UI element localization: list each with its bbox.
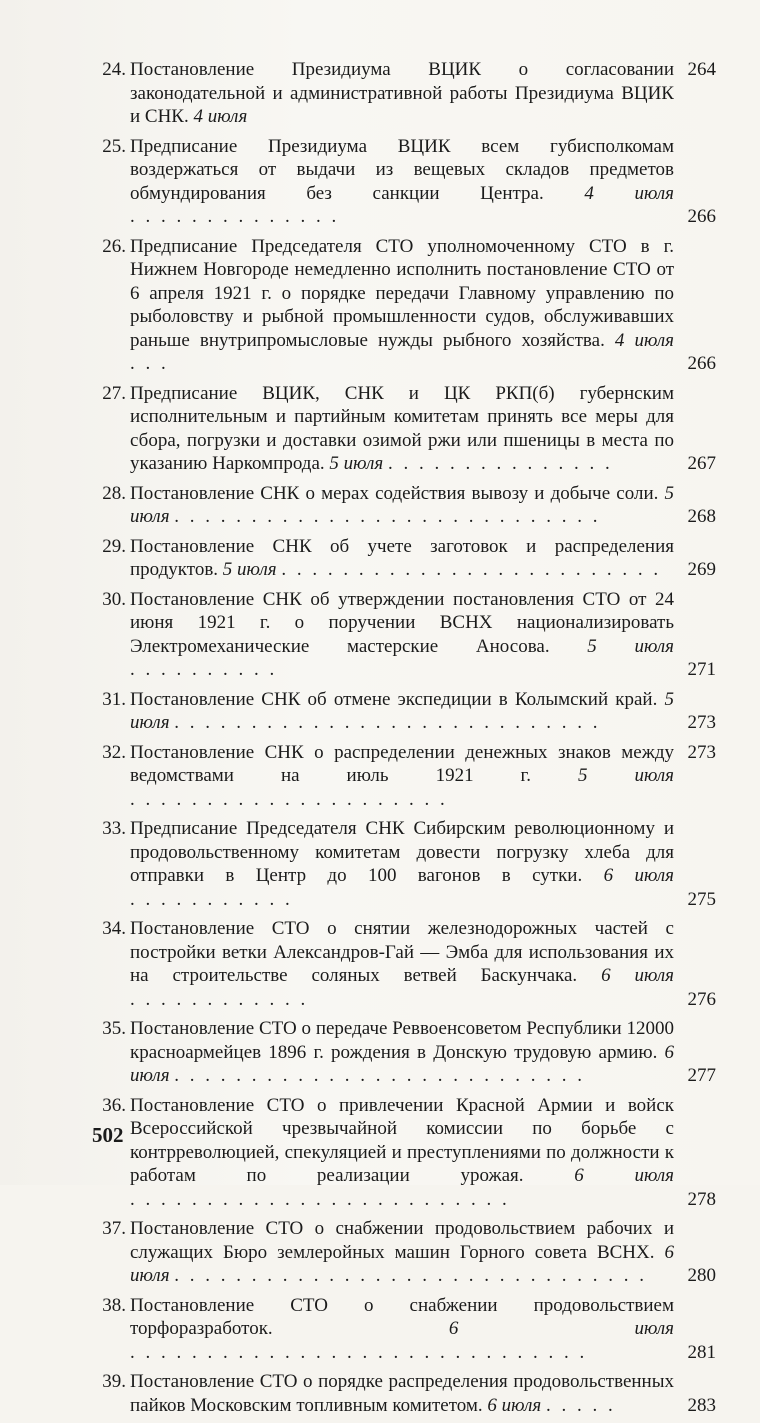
toc-entry xyxy=(92,235,716,376)
entry-title: Предписание ВЦИК, СНК и ЦК РКП(б) губернским исполнительным и партийным комитетам принять все меры для сбора, погрузки и доставки озимой ржи или пшеницы в места по указанию Наркомпрода. xyxy=(130,382,674,474)
entry-title: Постановление СТО о привлечении Красной Армии и войск Всероссийской чрезвычайной комиссии по борьбе с контрреволюцией, спекуляцией и преступлениями по должности к работам по реализации урожая. xyxy=(130,1094,674,1186)
entry-title: Постановление СТО о снабжении продовольствием торфоразработок. xyxy=(130,1294,674,1339)
entry-page-number: 269 xyxy=(687,559,716,580)
dot-leader: . . . . . . . . . . . . . . . . . . . . . . . . . . . . xyxy=(174,506,601,527)
entry-date: 5 июля xyxy=(130,482,674,527)
entry-date: 6 июля xyxy=(487,1394,542,1416)
entry-number: 31. xyxy=(102,688,126,710)
entry-number: 35. xyxy=(102,1018,126,1039)
entry-page-number: 264 xyxy=(687,59,716,80)
toc-entry xyxy=(92,1294,716,1365)
entry-number: 26. xyxy=(102,235,126,257)
toc-entry xyxy=(92,741,716,812)
entry-number: 39. xyxy=(102,1371,126,1392)
entry-text xyxy=(130,688,674,735)
entry-title: Постановление СНК об утверждении постановления СТО от 24 июня 1921 г. о поручении ВСНХ национализировать Электромеханические мастерские Аносова. xyxy=(130,588,674,657)
dot-leader: . . . . . . . . . . . . xyxy=(130,988,309,1010)
entry-number: 38. xyxy=(102,1294,126,1316)
entry-text xyxy=(130,535,674,582)
entry-date: 5 июля xyxy=(577,765,675,786)
dot-leader: . . . . . . . . . . . . . . . . . . . . . . . . . xyxy=(281,559,662,580)
entry-date: 6 июля xyxy=(603,865,674,886)
toc-entry xyxy=(92,588,716,682)
entry-date: 6 июля xyxy=(130,1241,675,1286)
entry-number: 32. xyxy=(102,741,126,763)
toc-entry xyxy=(92,135,716,229)
entry-page-number: 266 xyxy=(687,353,716,374)
dot-leader: . . . . . . . . . . . . . . . . . . . . . . . . . xyxy=(130,1188,510,1210)
entry-title: Постановление Президиума ВЦИК о согласовании законодательной и административной работы Президиума ВЦИК и СНК. xyxy=(130,59,674,127)
dot-leader: . . . . . . . . . . . xyxy=(130,888,293,910)
toc-entry xyxy=(92,817,716,911)
entry-number: 30. xyxy=(102,588,126,610)
entry-text xyxy=(130,58,674,129)
dot-leader: . . . xyxy=(130,353,169,374)
entry-date: 5 июля xyxy=(130,688,675,733)
entry-text xyxy=(130,382,674,476)
entry-date: 5 июля xyxy=(587,635,674,657)
entry-date: 4 июля xyxy=(614,329,674,351)
entry-page-number: 283 xyxy=(687,1394,716,1416)
toc-entry xyxy=(92,688,716,735)
entry-date: 4 июля xyxy=(193,106,248,127)
entry-title: Постановление СТО о снабжении продовольствием рабочих и служащих Бюро землеройных машин Горного совета ВСНХ. xyxy=(130,1218,674,1263)
entry-title: Постановление СТО о снятии железнодорожных частей с постройки ветки Александров-Гай — Эмба для использования их на строительстве соляных ветвей Баскунчака. xyxy=(130,918,674,986)
entry-title: Предписание Президиума ВЦИК всем губисполкомам воздержаться от выдачи из вещевых складов предметов обмундирования без санкции Центра. xyxy=(130,135,674,204)
entry-text xyxy=(130,741,674,812)
entry-text xyxy=(130,1294,674,1365)
dot-leader: . . . . . xyxy=(545,1394,616,1416)
dot-leader: . . . . . . . . . . . . . . . . . . . . . . . . . . . . . . . xyxy=(174,1265,648,1286)
entry-text xyxy=(130,482,674,529)
entry-page-number: 273 xyxy=(687,712,716,733)
entry-text xyxy=(130,1017,674,1088)
entry-number: 28. xyxy=(102,482,126,504)
entry-date: 6 июля xyxy=(448,1318,675,1339)
entry-number: 33. xyxy=(102,818,126,839)
entry-text xyxy=(130,817,674,911)
entry-title: Предписание Председателя СТО уполномоченному СТО в г. Нижнем Новгороде немедленно исполнить постановление СТО от 6 апреля 1921 г. о порядке передачи Главному управлению по рыболовству и рыбной промышленности судов, обслуживавших раньше внутрипромысловые нужды рыбного хозяйства. xyxy=(130,235,674,351)
entry-number: 29. xyxy=(102,535,126,557)
page-number: 502 xyxy=(92,1123,124,1147)
entry-date: 6 июля xyxy=(130,1041,675,1086)
entry-page-number: 275 xyxy=(687,888,716,910)
toc-entry xyxy=(92,1370,716,1417)
entry-title: Постановление СНК об отмене экспедиции в Колымский край. xyxy=(130,688,658,710)
entry-page-number: 267 xyxy=(687,453,716,474)
table-of-contents xyxy=(92,58,716,1423)
toc-entry xyxy=(92,58,716,129)
entry-title: Постановление СНК о мерах содействия вывозу и добыче соли. xyxy=(130,482,659,504)
dot-leader: . . . . . . . . . . xyxy=(130,659,278,680)
entry-number: 25. xyxy=(102,135,126,157)
entry-text xyxy=(130,1370,674,1417)
toc-entry xyxy=(92,1017,716,1088)
entry-page-number: 276 xyxy=(687,988,716,1010)
dot-leader: . . . . . . . . . . . . . . . . . . . . . . . . . . . . xyxy=(174,712,601,733)
dot-leader: . . . . . . . . . . . . . . . . . . . . . xyxy=(130,788,448,810)
toc-entry xyxy=(92,1217,716,1288)
entry-text xyxy=(130,588,674,682)
entry-text xyxy=(130,1217,674,1288)
entry-title: Постановление СНК об учете заготовок и распределения продуктов. xyxy=(130,535,674,580)
entry-page-number: 268 xyxy=(687,506,716,527)
entry-title: Предписание Председателя СНК Сибирским революционному и продовольственному комитетам довести погрузку хлеба для отправки в Центр до 100 вагонов в сутки. xyxy=(130,818,674,886)
dot-leader: . . . . . . . . . . . . . . . xyxy=(387,453,613,474)
entry-date: 6 июля xyxy=(601,965,674,986)
toc-entry xyxy=(92,382,716,476)
entry-page-number: 271 xyxy=(687,659,716,680)
entry-date: 5 июля xyxy=(329,453,384,474)
dot-leader: . . . . . . . . . . . . . . xyxy=(130,206,340,227)
entry-page-number: 273 xyxy=(687,741,716,763)
entry-number: 36. xyxy=(102,1094,126,1116)
entry-number: 34. xyxy=(102,918,126,939)
toc-entry xyxy=(92,917,716,1011)
entry-date: 4 июля xyxy=(584,182,674,204)
entry-page-number: 266 xyxy=(687,206,716,227)
entry-text xyxy=(130,917,674,1011)
toc-entry xyxy=(92,535,716,582)
entry-date: 6 июля xyxy=(574,1165,674,1186)
toc-entry xyxy=(92,1094,716,1212)
entry-number: 37. xyxy=(102,1218,126,1239)
entry-title: Постановление СТО о порядке распределения продовольственных пайков Московским топливным комитетом. xyxy=(130,1371,674,1416)
entry-title: Постановление СНК о распределении денежных знаков между ведомствами на июль 1921 г. xyxy=(130,741,674,786)
entry-page-number: 280 xyxy=(687,1265,716,1286)
dot-leader: . . . . . . . . . . . . . . . . . . . . . . . . . . . xyxy=(174,1065,586,1086)
toc-entry xyxy=(92,482,716,529)
entry-page-number: 278 xyxy=(687,1188,716,1210)
dot-leader: . . . . . . . . . . . . . . . . . . . . . . . . . . . . . . xyxy=(130,1341,588,1363)
entry-number: 27. xyxy=(102,382,126,404)
entry-date: 5 июля xyxy=(222,559,277,580)
entry-number: 24. xyxy=(102,59,126,80)
entry-text xyxy=(130,1094,674,1212)
entry-text xyxy=(130,135,674,229)
entry-text xyxy=(130,235,674,376)
entry-title: Постановление СТО о передаче Реввоенсоветом Республики 12000 красноармейцев 1896 г. рождения в Донскую трудовую армию. xyxy=(130,1018,674,1063)
entry-page-number: 277 xyxy=(687,1065,716,1086)
entry-page-number: 281 xyxy=(687,1341,716,1363)
